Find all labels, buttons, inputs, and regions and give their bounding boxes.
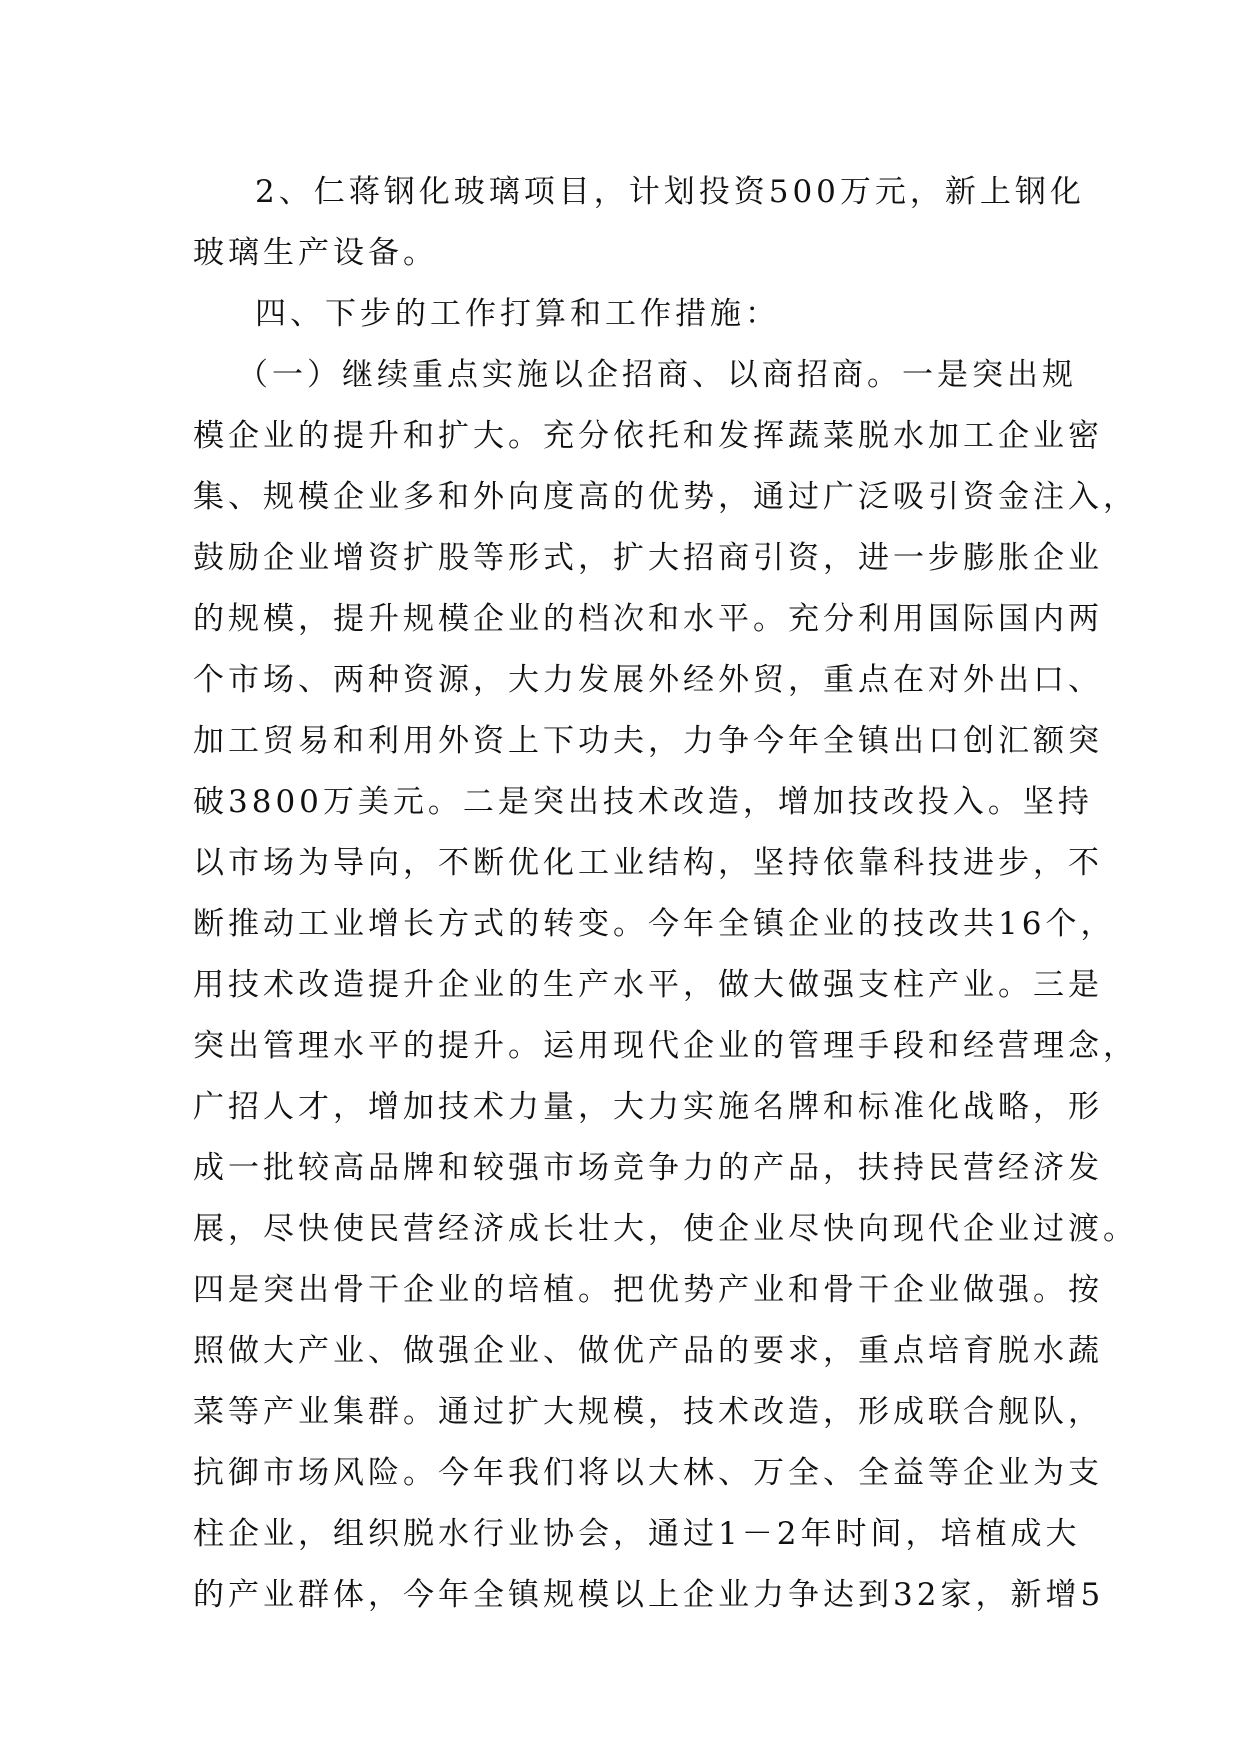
paragraph-line: 用技术改造提升企业的生产水平，做大做强支柱产业。三是: [193, 967, 1103, 1003]
paragraph-line: 四是突出骨干企业的培植。把优势产业和骨干企业做强。按: [193, 1272, 1103, 1308]
paragraph-line: 突出管理水平的提升。运用现代企业的管理手段和经营理念，: [193, 1028, 1138, 1064]
paragraph-line: 2、仁蒋钢化玻璃项目，计划投资500万元，新上钢化: [255, 174, 1085, 210]
paragraph-line: 抗御市场风险。今年我们将以大林、万全、全益等企业为支: [193, 1455, 1103, 1491]
paragraph-line: 破3800万美元。二是突出技术改造，增加技改投入。坚持: [193, 784, 1093, 820]
paragraph-line: 加工贸易和利用外资上下功夫，力争今年全镇出口创汇额突: [193, 723, 1103, 759]
paragraph-line: 玻璃生产设备。: [193, 235, 438, 271]
paragraph-line: 集、规模企业多和外向度高的优势，通过广泛吸引资金注入，: [193, 479, 1138, 515]
paragraph-line: 模企业的提升和扩大。充分依托和发挥蔬菜脱水加工企业密: [193, 418, 1103, 454]
paragraph-line: 个市场、两种资源，大力发展外经外贸，重点在对外出口、: [193, 662, 1103, 698]
paragraph-line: 的产业群体，今年全镇规模以上企业力争达到32家，新增5: [193, 1577, 1105, 1613]
paragraph-line: 柱企业，组织脱水行业协会，通过1－2年时间，培植成大: [193, 1516, 1081, 1552]
document-body: [193, 162, 1138, 1626]
paragraph-line: 菜等产业集群。通过扩大规模，技术改造，形成联合舰队，: [193, 1394, 1103, 1430]
paragraph-line: 成一批较高品牌和较强市场竞争力的产品，扶持民营经济发: [193, 1150, 1103, 1186]
paragraph-line: 鼓励企业增资扩股等形式，扩大招商引资，进一步膨胀企业: [193, 540, 1103, 576]
paragraph-line: 的规模，提升规模企业的档次和水平。充分利用国际国内两: [193, 601, 1103, 637]
paragraph-line: 以市场为导向，不断优化工业结构，坚持依靠科技进步，不: [193, 845, 1103, 881]
subsection-heading-line: （一）继续重点实施以企招商、以商招商。一是突出规: [237, 357, 1077, 393]
section-heading: 四、下步的工作打算和工作措施：: [255, 296, 780, 332]
paragraph-line: 断推动工业增长方式的转变。今年全镇企业的技改共16个，: [193, 906, 1116, 942]
paragraph-line: 照做大产业、做强企业、做优产品的要求，重点培育脱水蔬: [193, 1333, 1103, 1369]
paragraph-line: 广招人才，增加技术力量，大力实施名牌和标准化战略，形: [193, 1089, 1103, 1125]
paragraph-line: 展，尽快使民营经济成长壮大，使企业尽快向现代企业过渡。: [193, 1211, 1138, 1247]
